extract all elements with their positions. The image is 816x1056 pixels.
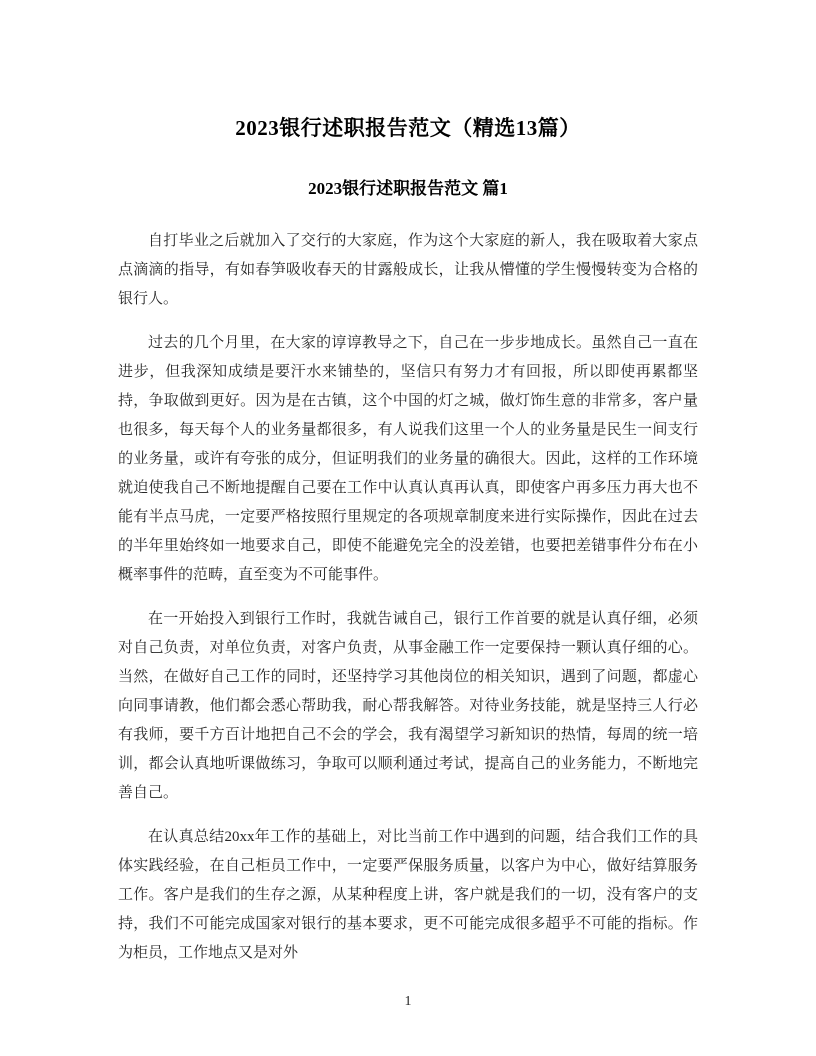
body-paragraph: 在认真总结20xx年工作的基础上，对比当前工作中遇到的问题，结合我们工作的具体实践经验，在自己柜员工作中，一定要严保服务质量，以客户为中心，做好结算服务工作。客户是我们的生存之源，从某种程度上讲，客户就是我们的一切，没有客户的支持，我们不可能完成国家对银行的基本要求，更不可能完成很多超乎不可能的指标。作为柜员，工作地点又是对外 xyxy=(118,829,698,961)
body-paragraph: 过去的几个月里，在大家的谆谆教导之下，自己在一步步地成长。虽然自己一直在进步，但我深知成绩是要汗水来铺垫的，坚信只有努力才有回报，所以即使再累都坚持，争取做到更好。因为是在古镇，这个中国的灯之城，做灯饰生意的非常多，客户量也很多，每天每个人的业务量都很多，有人说我们这里一个人的业务量是民生一间支行的业务量，或许有夸张的成分，但证明我们的业务量的确很大。因此，这样的工作环境就迫使我自己不断地提醒自己要在工作中认真认真再认真，即使客户再多压力再大也不能有半点马虎，一定要严格按照行里规定的各项规章制度来进行实际操作，因此在过去的半年里始终如一地要求自己，即使不能避免完全的没差错，也要把差错事件分布在小概率事件的范畴，直至变为不可能事件。 xyxy=(118,335,698,583)
body-paragraph: 自打毕业之后就加入了交行的大家庭，作为这个大家庭的新人，我在吸取着大家点点滴滴的指导，有如春笋吸收春天的甘露般成长，让我从懵懂的学生慢慢转变为合格的银行人。 xyxy=(118,233,698,307)
section-heading: 2023银行述职报告范文 篇1 xyxy=(308,179,508,198)
page-number: 1 xyxy=(404,994,412,1009)
body-paragraph: 在一开始投入到银行工作时，我就告诫自己，银行工作首要的就是认真仔细，必须对自己负责，对单位负责，对客户负责，从事金融工作一定要保持一颗认真仔细的心。当然，在做好自己工作的同时，还坚持学习其他岗位的相关知识，遇到了问题，都虚心向同事请教，他们都会悉心帮助我，耐心帮我解答。对待业务技能，就是坚持三人行必有我师，要千方百计地把自己不会的学会，我有渴望学习新知识的热情，每周的统一培训，都会认真地听课做练习，争取可以顺利通过考试，提高自己的业务能力，不断地完善自己。 xyxy=(118,611,698,801)
document-title: 2023银行述职报告范文（精选13篇） xyxy=(235,116,581,140)
